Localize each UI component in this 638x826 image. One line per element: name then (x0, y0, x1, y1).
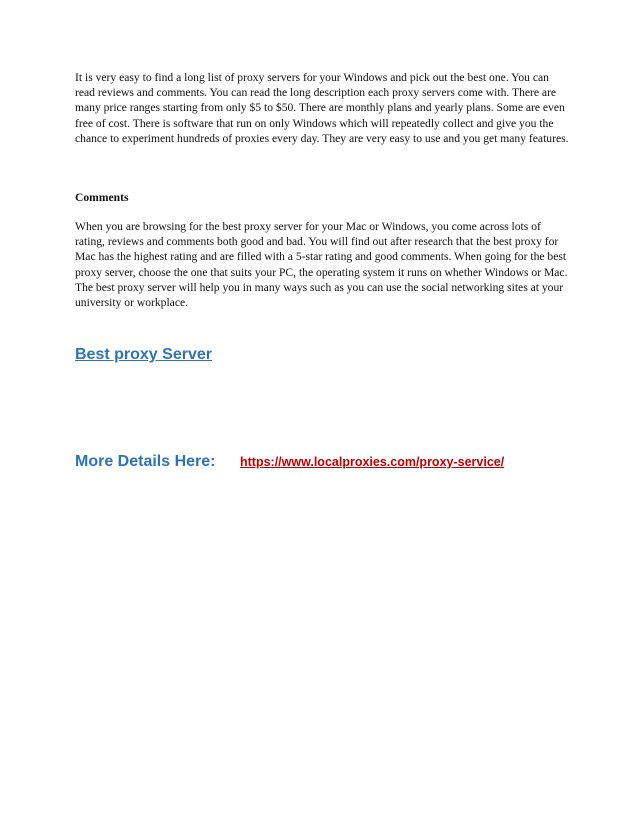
comments-heading: Comments (75, 191, 129, 204)
more-details-url-link[interactable]: https://www.localproxies.com/proxy-service/ (240, 455, 505, 469)
best-proxy-server-link[interactable]: Best proxy Server (75, 346, 212, 363)
more-details-label: More Details Here: (75, 453, 216, 470)
intro-paragraph: It is very easy to find a long list of proxy servers for your Windows and pick out the best one. You can read reviews and comments. You can read the long description each proxy servers come with. There are many price ranges starting from only $5 to $50. There are monthly plans and yearly plans. Some are even free of cost. There is software that run on only Windows which will repeatedly collect and give you the chance to experiment hundreds of proxies every day. They are very easy to use and you get many features. (75, 71, 569, 145)
comments-paragraph: When you are browsing for the best proxy server for your Mac or Windows, you come across lots of rating, reviews and comments both good and bad. You will find out after research that the best proxy for Mac has the highest rating and are filled with a 5-star rating and good comments. When going for the best proxy server, choose the one that suits your PC, the operating system it runs on whether Windows or Mac. The best proxy server will help you in many ways such as you can use the social networking sites at your university or workplace. (75, 220, 568, 310)
